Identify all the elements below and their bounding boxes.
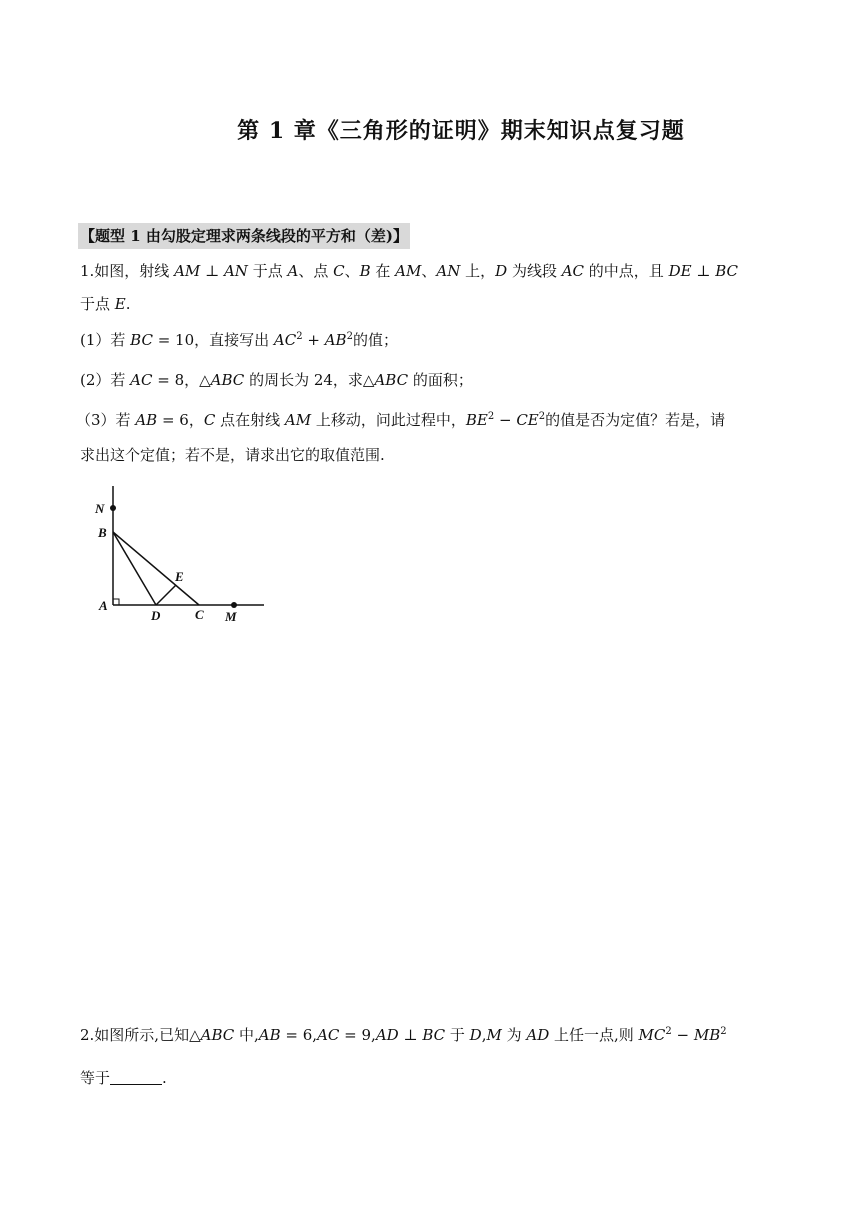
q2-text: 上任一点,则 [549, 1026, 639, 1044]
exponent: 2 [346, 331, 353, 342]
math-var: AB [324, 331, 347, 349]
q1-text: 在 [370, 262, 396, 280]
label-a: A [99, 598, 108, 613]
exponent: 2 [296, 331, 303, 342]
exponent: 2 [720, 1026, 727, 1037]
q1-text: (1）若 [80, 331, 131, 349]
exponent: 2 [538, 411, 546, 422]
q1-text: (2）若 [80, 371, 131, 389]
point-m [231, 602, 237, 608]
answer-blank [110, 1070, 162, 1085]
exponent: 2 [487, 411, 495, 422]
math-op: − [494, 411, 517, 429]
math-var: AD [375, 1026, 399, 1044]
geometry-figure [90, 484, 270, 628]
question-1-part-2 [80, 369, 473, 391]
math-var: BC [422, 1026, 446, 1044]
q1-text: 、点 [298, 262, 334, 280]
math-var: DE [668, 262, 692, 280]
question-2-line-1 [80, 1024, 727, 1046]
math-var: BE [465, 411, 488, 429]
math-var: AM [395, 262, 422, 280]
q2-text: . [162, 1069, 167, 1087]
q1-text: 的中点，且 [584, 262, 669, 280]
question-2-line-2 [80, 1067, 167, 1089]
q2-text: 为 [501, 1026, 527, 1044]
math-var: C [203, 411, 216, 429]
math-var: AM [284, 411, 312, 429]
question-1-line-1 [80, 260, 738, 282]
section-heading: 【题型 1 由勾股定理求两条线段的平方和（差)】 [78, 223, 410, 249]
label-c: C [195, 607, 204, 622]
math-var: ABC [200, 1026, 235, 1044]
label-e: E [175, 569, 184, 584]
q1-text: 1.如图，射线 [80, 262, 175, 280]
triangle-diagram [90, 484, 270, 624]
page-title: 第 1 章《三角形的证明》期末知识点复习题 [237, 118, 685, 144]
math-var: AB [258, 1026, 281, 1044]
q2-text: = 9, [339, 1026, 376, 1044]
question-1-part-3-cont: 求出这个定值；若不是，请求出它的取值范围. [80, 446, 385, 464]
question-1-line-2 [80, 293, 131, 315]
q1-text: 为线段 [507, 262, 562, 280]
math-var: AM [174, 262, 201, 280]
math-op: + [302, 331, 325, 349]
math-var: BC [130, 331, 153, 349]
math-var: D [495, 262, 508, 280]
q1-text: 的周长为 24，求△ [244, 371, 375, 389]
q2-text: 等于 [80, 1069, 111, 1087]
q2-text: , [481, 1026, 487, 1044]
segment-bc [113, 532, 199, 605]
math-var: C [333, 262, 345, 280]
math-var: B [359, 262, 371, 280]
point-n [110, 505, 116, 511]
math-var: AC [561, 262, 585, 280]
math-op: = 10，直接写出 [152, 331, 274, 349]
math-var: MB [693, 1026, 721, 1044]
math-var: AC [130, 371, 153, 389]
right-angle-mark [113, 599, 119, 605]
math-var: MC [638, 1026, 666, 1044]
q1-text: 、 [421, 262, 437, 280]
q2-text: 中, [234, 1026, 259, 1044]
math-var: AN [223, 262, 248, 280]
q1-text: 的面积； [408, 371, 473, 389]
q1-text: 点在射线 [215, 411, 285, 429]
q1-text: 的值是否为定值？若是，请 [545, 411, 726, 429]
q1-text: 上移动，问此过程中， [311, 411, 466, 429]
math-var: M [486, 1026, 502, 1044]
label-d: D [151, 608, 161, 623]
math-var: CE [516, 411, 539, 429]
math-op: ⊥ [200, 262, 224, 280]
q1-text: . [125, 295, 131, 313]
q2-text: 于 [445, 1026, 470, 1044]
label-m: M [225, 609, 237, 624]
q1-text: 于点 [247, 262, 288, 280]
q1-text: 、 [344, 262, 360, 280]
math-var: E [114, 295, 126, 313]
math-var: AD [526, 1026, 550, 1044]
math-op: ⊥ [691, 262, 716, 280]
q1-text: 的值； [352, 331, 398, 349]
q1-text: （3）若 [76, 411, 136, 429]
segment-bd [113, 532, 156, 605]
math-op: − [671, 1026, 694, 1044]
math-var: ABC [374, 371, 409, 389]
label-n: N [95, 501, 105, 516]
label-b: B [98, 525, 107, 540]
math-var: AC [317, 1026, 340, 1044]
math-var: AC [273, 331, 297, 349]
math-var: D [469, 1026, 482, 1044]
q2-text: = 6, [280, 1026, 318, 1044]
math-op: ⊥ [398, 1026, 423, 1044]
math-var: ABC [210, 371, 245, 389]
q1-text: = 6， [157, 411, 204, 429]
segment-de [156, 585, 176, 605]
math-var: BC [715, 262, 738, 280]
exponent: 2 [665, 1026, 672, 1037]
math-var: AN [436, 262, 461, 280]
math-var: AB [135, 411, 158, 429]
q1-text: 于点 [80, 295, 115, 313]
q1-text: = 8，△ [152, 371, 211, 389]
math-var: A [287, 262, 299, 280]
q2-text: 2.如图所示,已知△ [80, 1026, 201, 1044]
question-1-part-3 [76, 409, 725, 431]
question-1-part-1 [80, 329, 398, 351]
q1-text: 上， [460, 262, 496, 280]
